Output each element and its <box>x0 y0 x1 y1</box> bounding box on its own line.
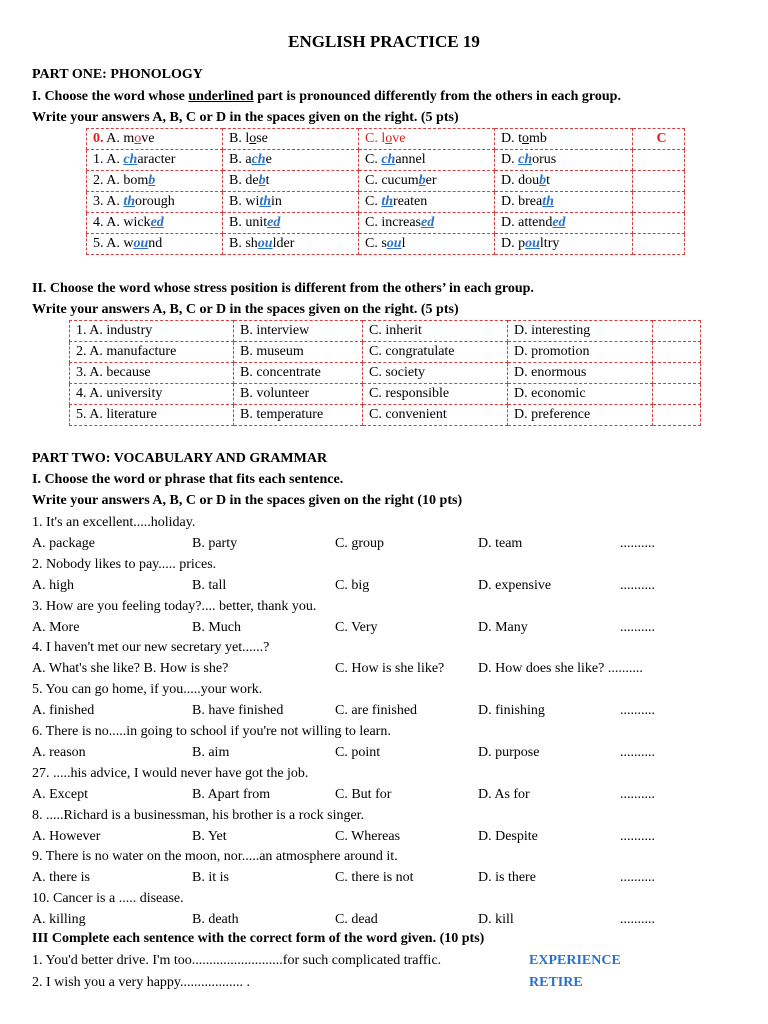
answer-cell[interactable] <box>653 384 701 405</box>
option[interactable]: A. More <box>32 619 80 635</box>
option[interactable]: D. expensive <box>478 577 552 593</box>
underlined-part: th <box>542 194 554 209</box>
option-text: C. increas <box>365 215 421 230</box>
answer-cell[interactable] <box>653 405 701 426</box>
option-cell: B. interview <box>234 321 363 342</box>
option-text: C. l <box>365 131 386 146</box>
option[interactable]: C. How is she like? <box>335 661 445 677</box>
option-text: t <box>546 173 551 188</box>
part-two-heading: PART TWO: VOCABULARY AND GRAMMAR <box>32 451 328 466</box>
options-row <box>32 701 655 721</box>
underlined-part: b <box>258 173 266 188</box>
option-text: D. p <box>501 236 526 251</box>
answer-blank[interactable]: .......... <box>620 912 655 928</box>
underlined-part: o <box>249 131 257 146</box>
answer-blank[interactable]: .......... <box>620 619 655 635</box>
table-row <box>87 171 685 192</box>
answer-cell[interactable] <box>633 192 685 213</box>
option[interactable]: B. aim <box>192 745 230 760</box>
option-cell <box>495 213 633 234</box>
part-one-heading: PART ONE: PHONOLOGY <box>32 67 203 82</box>
option[interactable]: B. it is <box>192 870 229 886</box>
pronunciation-table <box>86 128 685 255</box>
option[interactable]: B. Apart from <box>192 786 271 802</box>
option-text: C. cucum <box>365 173 419 188</box>
option-text: B. wi <box>229 194 260 209</box>
option[interactable]: A. killing <box>32 912 86 928</box>
options-row <box>32 785 655 805</box>
answer-cell[interactable] <box>653 321 701 342</box>
option-text: lder <box>272 236 295 251</box>
option[interactable]: B. death <box>192 912 239 928</box>
option-cell: D. enormous <box>508 363 653 384</box>
option-cell <box>223 171 359 192</box>
option-cell <box>223 150 359 171</box>
question-text: 5. You can go home, if you.....your work. <box>32 682 263 698</box>
option-cell <box>223 192 359 213</box>
table-row <box>70 384 701 405</box>
question-text: 6. There is no.....in going to school if you're not willing to learn. <box>32 724 391 739</box>
option-cell <box>495 171 633 192</box>
option-text: B. a <box>229 152 252 167</box>
table-row <box>70 405 701 426</box>
underlined-part: th <box>123 194 136 209</box>
option-cell: C. congratulate <box>363 342 508 363</box>
question-text: 3. How are you feeling today?.... better, thank you. <box>32 598 317 614</box>
option[interactable]: D. purpose <box>478 745 540 760</box>
option-cell <box>87 129 223 150</box>
option-text: 3. A. <box>93 194 124 209</box>
options-row <box>32 910 655 930</box>
option-text: annel <box>395 152 426 167</box>
vocab-instruction-1: I. Choose the word or phrase that fits each sentence. <box>32 472 344 487</box>
question-text: 4. I haven't met our new secretary yet......? <box>32 640 270 656</box>
underlined-part: th <box>259 194 272 209</box>
underlined-part: ch <box>518 152 533 167</box>
option-text: nd <box>148 236 163 251</box>
underlined-part: ou <box>133 236 149 251</box>
word-form-heading: III Complete each sentence with the correct form of the word given. (10 pts) <box>32 931 485 946</box>
option[interactable]: A. finished <box>32 703 95 719</box>
option-cell <box>87 213 223 234</box>
option-text: reaten <box>393 194 428 209</box>
option-cell: C. convenient <box>363 405 508 426</box>
underlined-part: o <box>134 131 142 146</box>
option[interactable]: A. package <box>32 536 95 551</box>
option[interactable]: B. have finished <box>192 703 284 719</box>
option[interactable]: B. party <box>192 536 238 551</box>
option[interactable]: D. kill <box>478 912 514 928</box>
option[interactable]: C. point <box>335 745 381 760</box>
example-number: 0. <box>93 131 104 146</box>
option[interactable]: D. finishing <box>478 703 545 719</box>
option-cell: C. inherit <box>363 321 508 342</box>
options-row <box>32 534 655 554</box>
option-cell: D. economic <box>508 384 653 405</box>
option-text: 5. A. w <box>93 236 134 251</box>
option[interactable]: A. there is <box>32 870 90 886</box>
underlined-part: ch <box>123 152 138 167</box>
vocab-instruction-2: Write your answers A, B, C or D in the spaces given on the right (10 pts) <box>32 493 463 508</box>
option-cell <box>87 234 223 255</box>
option[interactable]: D. is there <box>478 870 536 886</box>
option-text: A. m <box>103 131 135 146</box>
answer-cell[interactable] <box>633 171 685 192</box>
option-text: 4. A. wick <box>93 215 151 230</box>
part-one-instruction-2: Write your answers A, B, C or D in the spaces given on the right. (5 pts) <box>32 110 459 125</box>
given-word: RETIRE <box>529 975 583 990</box>
underlined-part: ch <box>251 152 266 167</box>
option-text: t <box>265 173 270 188</box>
answer-blank[interactable]: .......... <box>620 703 655 719</box>
underlined-part: ed <box>267 215 281 230</box>
answer-cell[interactable] <box>653 363 701 384</box>
option[interactable]: C. group <box>335 536 384 551</box>
question-text: 27. .....his advice, I would never have got the job. <box>32 765 309 781</box>
option-text: 1. A. <box>93 152 124 167</box>
underlined-part: th <box>381 194 394 209</box>
underlined-part: b <box>539 173 547 188</box>
question-text: 9. There is no water on the moon, nor.....an atmosphere around it. <box>32 849 398 865</box>
underlined-part: b <box>148 173 156 188</box>
option[interactable]: A. However <box>32 828 101 844</box>
option-cell <box>495 192 633 213</box>
options-row <box>32 659 652 679</box>
option-text: C. <box>365 194 382 209</box>
stress-instruction-2: Write your answers A, B, C or D in the spaces given on the right. (5 pts) <box>32 302 459 317</box>
given-word: EXPERIENCE <box>529 953 621 968</box>
option-cell <box>87 171 223 192</box>
option-cell: 1. A. industry <box>70 321 234 342</box>
option-cell <box>359 192 495 213</box>
option[interactable]: D. Despite <box>478 828 538 844</box>
option-cell: D. interesting <box>508 321 653 342</box>
part-one-instruction-1: I. Choose the word whose underlined part is pronounced differently from the others in each group. <box>32 89 621 104</box>
option[interactable]: D. How does she like? .......... <box>478 661 643 677</box>
option-cell <box>495 129 633 150</box>
option-cell <box>359 234 495 255</box>
option-text: D. <box>501 152 519 167</box>
option-text: aracter <box>137 152 176 167</box>
option-text: D. brea <box>501 194 543 209</box>
option-cell <box>495 234 633 255</box>
option-cell: 2. A. manufacture <box>70 342 234 363</box>
options-row <box>32 868 655 888</box>
table-row <box>70 363 701 384</box>
word-form-sentence: 2. I wish you a very happy.................. . <box>32 975 251 990</box>
option-cell <box>87 192 223 213</box>
option-text: B. l <box>229 131 250 146</box>
answer-blank[interactable]: .......... <box>620 870 655 886</box>
option-cell <box>359 213 495 234</box>
option-text: ve <box>392 131 406 146</box>
table-row <box>87 129 685 150</box>
option[interactable]: D. Many <box>478 619 528 635</box>
table-row <box>70 321 701 342</box>
option-text: 2. A. bom <box>93 173 149 188</box>
underlined-part: ou <box>386 236 402 251</box>
option-text: l <box>401 236 406 251</box>
option-cell <box>223 234 359 255</box>
option-text: B. unit <box>229 215 268 230</box>
option[interactable]: C. Very <box>335 619 378 635</box>
option[interactable]: C. are finished <box>335 703 418 719</box>
option-cell: C. responsible <box>363 384 508 405</box>
question-text: 8. .....Richard is a businessman, his brother is a rock singer. <box>32 807 365 823</box>
option-cell <box>223 213 359 234</box>
option-cell: D. preference <box>508 405 653 426</box>
underlined-part: ed <box>150 215 164 230</box>
page-title: ENGLISH PRACTICE 19 <box>288 32 480 51</box>
option-text: C. <box>365 152 382 167</box>
option-cell <box>223 129 359 150</box>
option-text: orough <box>135 194 175 209</box>
option-text: ve <box>141 131 155 146</box>
underlined-part: ed <box>420 215 435 230</box>
option-cell: B. temperature <box>234 405 363 426</box>
option[interactable]: A. reason <box>32 745 86 760</box>
answer-blank[interactable]: .......... <box>620 745 655 760</box>
options-row <box>32 618 655 638</box>
option-cell: 3. A. because <box>70 363 234 384</box>
option[interactable]: B. Yet <box>192 828 227 844</box>
option-cell <box>359 129 495 150</box>
answer-cell[interactable] <box>633 234 685 255</box>
option[interactable]: B. tall <box>192 577 227 593</box>
question-text: 1. It's an excellent.....holiday. <box>32 515 196 530</box>
option-text: ltry <box>539 236 560 251</box>
option-text: D. t <box>501 131 522 146</box>
option[interactable]: D. team <box>478 536 523 551</box>
option-cell: B. museum <box>234 342 363 363</box>
option-cell: 4. A. university <box>70 384 234 405</box>
table-row <box>87 192 685 213</box>
option[interactable]: C. big <box>335 577 370 593</box>
table-row <box>87 150 685 171</box>
option-text: in <box>271 194 282 209</box>
option[interactable]: D. As for <box>478 786 530 802</box>
option[interactable]: A. What's she like? B. How is she? <box>32 661 229 677</box>
option-text: D. attend <box>501 215 553 230</box>
option-text: er <box>425 173 437 188</box>
answer-cell[interactable]: C <box>633 129 685 150</box>
answer-blank[interactable]: .......... <box>620 577 655 593</box>
option-text: B. de <box>229 173 259 188</box>
option[interactable]: C. there is not <box>335 870 414 886</box>
stress-instruction-1: II. Choose the word whose stress position is different from the others’ in each group. <box>32 281 534 296</box>
answer-blank[interactable]: .......... <box>620 786 655 802</box>
option-cell: D. promotion <box>508 342 653 363</box>
answer-cell[interactable] <box>633 150 685 171</box>
option-cell <box>359 171 495 192</box>
option[interactable]: C. dead <box>335 912 378 928</box>
underlined-part: o <box>522 131 529 146</box>
option-cell: B. concentrate <box>234 363 363 384</box>
option-text: D. dou <box>501 173 540 188</box>
underlined-part: ch <box>381 152 396 167</box>
option-cell <box>495 150 633 171</box>
option[interactable]: C. Whereas <box>335 828 401 844</box>
option[interactable]: A. high <box>32 577 74 593</box>
option[interactable]: A. Except <box>32 786 88 802</box>
question-text: 2. Nobody likes to pay..... prices. <box>32 556 217 572</box>
answer-cell[interactable] <box>633 213 685 234</box>
answer-cell[interactable] <box>653 342 701 363</box>
option-cell: C. society <box>363 363 508 384</box>
table-row <box>87 234 685 255</box>
option-cell <box>359 150 495 171</box>
option-text: mb <box>529 131 547 146</box>
underlined-part: ed <box>552 215 566 230</box>
options-row <box>32 827 655 847</box>
table-row <box>70 342 701 363</box>
option-text: C. s <box>365 236 387 251</box>
option-text: B. sh <box>229 236 258 251</box>
option[interactable]: C. But for <box>335 786 392 802</box>
answer-blank[interactable]: .......... <box>620 828 655 844</box>
option-cell <box>87 150 223 171</box>
word-form-sentence: 1. You'd better drive. I'm too..........................for such complicated traffic. <box>32 953 442 968</box>
stress-table <box>69 320 701 426</box>
option-cell: 5. A. literature <box>70 405 234 426</box>
options-row <box>32 743 655 763</box>
underlined-part: o <box>385 131 393 146</box>
option-cell: B. volunteer <box>234 384 363 405</box>
table-row <box>87 213 685 234</box>
option-text: orus <box>532 152 557 167</box>
answer-blank[interactable]: .......... <box>620 536 655 551</box>
underlined-part: ou <box>525 236 540 251</box>
underlined-part: b <box>418 173 426 188</box>
option[interactable]: B. Much <box>192 619 241 635</box>
question-text: 10. Cancer is a ..... disease. <box>32 891 184 907</box>
option-text: e <box>265 152 272 167</box>
underlined-part: ou <box>257 236 273 251</box>
options-row <box>32 576 655 596</box>
option-text: se <box>256 131 268 146</box>
